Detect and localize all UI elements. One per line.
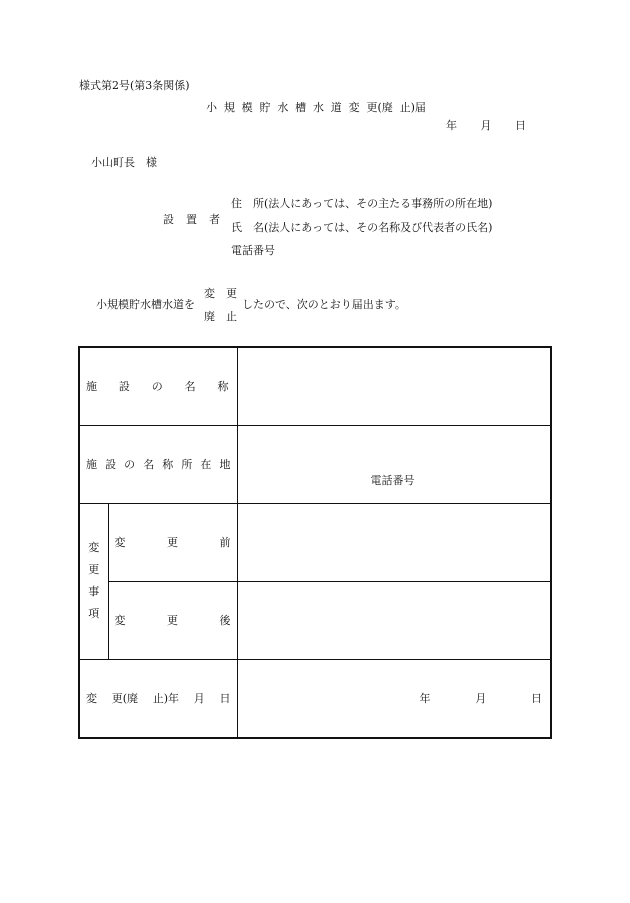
installer-name-label: 氏 名(法人にあっては、その名称及び代表者の氏名) [231,221,493,234]
date-year-label: 年 [446,119,457,132]
option-abolish: 廃 止 [204,310,237,323]
date-day-label: 日 [531,691,542,705]
installer-phone-label: 電話番号 [231,244,275,257]
table-row [79,425,551,503]
table-row [79,659,551,738]
installer-label: 設 置 者 [163,213,220,226]
title-char: 水 [312,101,324,114]
title-char: 更(廃 [366,101,393,114]
after-change-field[interactable] [237,581,551,659]
after-change-label: 変 更 後 [108,581,237,659]
document-title [206,102,426,113]
title-char: 規 [223,101,235,114]
facility-location-field[interactable] [237,425,551,503]
statement-suffix: したので、次のとおり届出ます。 [242,298,406,311]
before-change-label: 変 更 前 [108,503,237,581]
table-row [79,581,551,659]
form-number: 様式第2号(第3条関係) [79,79,190,92]
title-char: 止)届 [399,101,426,114]
option-change: 変 更 [204,287,237,300]
location-phone-label: 電話番号 [370,473,415,487]
notification-table [78,346,552,739]
date-year-label: 年 [419,691,431,705]
change-date-label: 変 更(廃 止)年 月 日 [79,659,237,738]
date-month-label: 月 [480,119,492,132]
title-char: 道 [330,101,342,114]
installer-address-label: 住 所(法人にあっては、その主たる事務所の所在地) [231,197,493,210]
facility-name-field[interactable] [237,347,551,425]
facility-name-label: 施 設 の 名 称 [79,347,237,425]
submission-date [446,120,526,131]
addressee: 小山町長 様 [91,156,157,169]
title-char: 模 [241,101,253,114]
table-row [79,347,551,425]
date-month-label: 月 [475,691,487,705]
statement-prefix: 小規模貯水槽水道を [96,298,195,311]
title-char: 変 [348,101,360,114]
change-date-field[interactable] [237,659,551,738]
before-change-field[interactable] [237,503,551,581]
facility-location-label: 施 設 の 名 称 所 在 地 [79,425,237,503]
title-char: 小 [206,101,217,114]
date-day-label: 日 [515,119,526,132]
title-char: 槽 [295,101,307,114]
change-items-label: 変 更 事 項 [79,503,108,659]
title-char: 貯 [259,101,271,114]
title-char: 水 [277,101,289,114]
table-row [79,503,551,581]
